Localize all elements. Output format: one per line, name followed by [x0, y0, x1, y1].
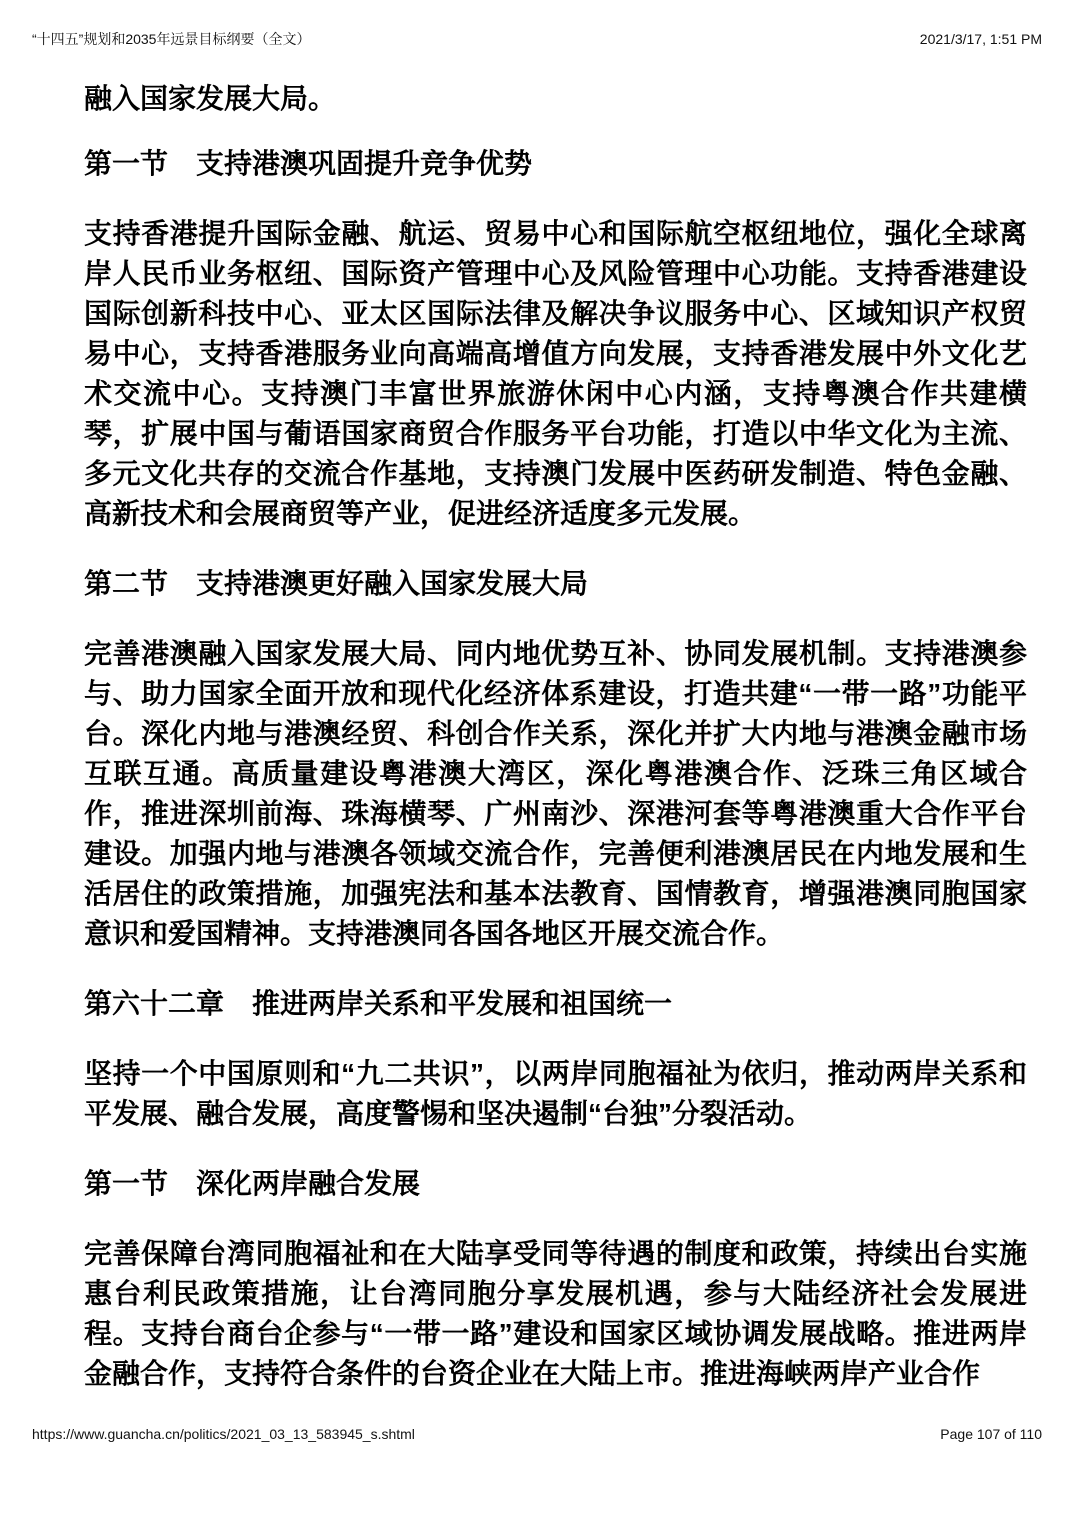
section-heading-2: 第二节 支持港澳更好融入国家发展大局 [84, 568, 589, 599]
body-paragraph: 坚持一个中国原则和“九二共识”，以两岸同胞福祉为依归，推动两岸关系和平发展、融合发展，高度警惕和坚决遏制“台独”分裂活动。 [84, 1058, 1027, 1129]
page-header [32, 31, 1042, 47]
print-timestamp: 2021/3/17, 1:51 PM [919, 31, 1042, 47]
document-title: “十四五”规划和2035年远景目标纲要（全文） [32, 31, 311, 47]
page-number: Page 107 of 110 [940, 1426, 1042, 1442]
section-heading-3: 第一节 深化两岸融合发展 [84, 1168, 421, 1199]
continued-paragraph: 融入国家发展大局。 [84, 83, 337, 114]
section-heading-1: 第一节 支持港澳巩固提升竞争优势 [84, 148, 533, 179]
body-paragraph: 完善保障台湾同胞福祉和在大陆享受同等待遇的制度和政策，持续出台实施惠台利民政策措施，让台湾同胞分享发展机遇，参与大陆经济社会发展进程。支持台商台企参与“一带一路”建设和国家区域协调发展战略。推进两岸金融合作，支持符合条件的台资企业在大陆上市。推进海峡两岸产业合作 [84, 1238, 1027, 1389]
page-footer [32, 1426, 1042, 1442]
body-paragraph: 完善港澳融入国家发展大局、同内地优势互补、协同发展机制。支持港澳参与、助力国家全面开放和现代化经济体系建设，打造共建“一带一路”功能平台。深化内地与港澳经贸、科创合作关系，深化并扩大内地与港澳金融市场互联互通。高质量建设粤港澳大湾区，深化粤港澳合作、泛珠三角区域合作，推进深圳前海、珠海横琴、广州南沙、深港河套等粤港澳重大合作平台建设。加强内地与港澳各领域交流合作，完善便利港澳居民在内地发展和生活居住的政策措施，加强宪法和基本法教育、国情教育，增强港澳同胞国家意识和爱国精神。支持港澳同各国各地区开展交流合作。 [84, 638, 1027, 949]
chapter-heading-62: 第六十二章 推进两岸关系和平发展和祖国统一 [84, 988, 673, 1019]
body-paragraph: 支持香港提升国际金融、航运、贸易中心和国际航空枢纽地位，强化全球离岸人民币业务枢纽、国际资产管理中心及风险管理中心功能。支持香港建设国际创新科技中心、亚太区国际法律及解决争议服务中心、区域知识产权贸易中心，支持香港服务业向高端高增值方向发展，支持香港发展中外文化艺术交流中心。支持澳门丰富世界旅游休闲中心内涵，支持粤澳合作共建横琴，扩展中国与葡语国家商贸合作服务平台功能，打造以中华文化为主流、多元文化共存的交流合作基地，支持澳门发展中医药研发制造、特色金融、高新技术和会展商贸等产业，促进经济适度多元发展。 [84, 218, 1027, 529]
document-body [84, 79, 1027, 1424]
source-url: https://www.guancha.cn/politics/2021_03_13_583945_s.shtml [32, 1426, 415, 1442]
